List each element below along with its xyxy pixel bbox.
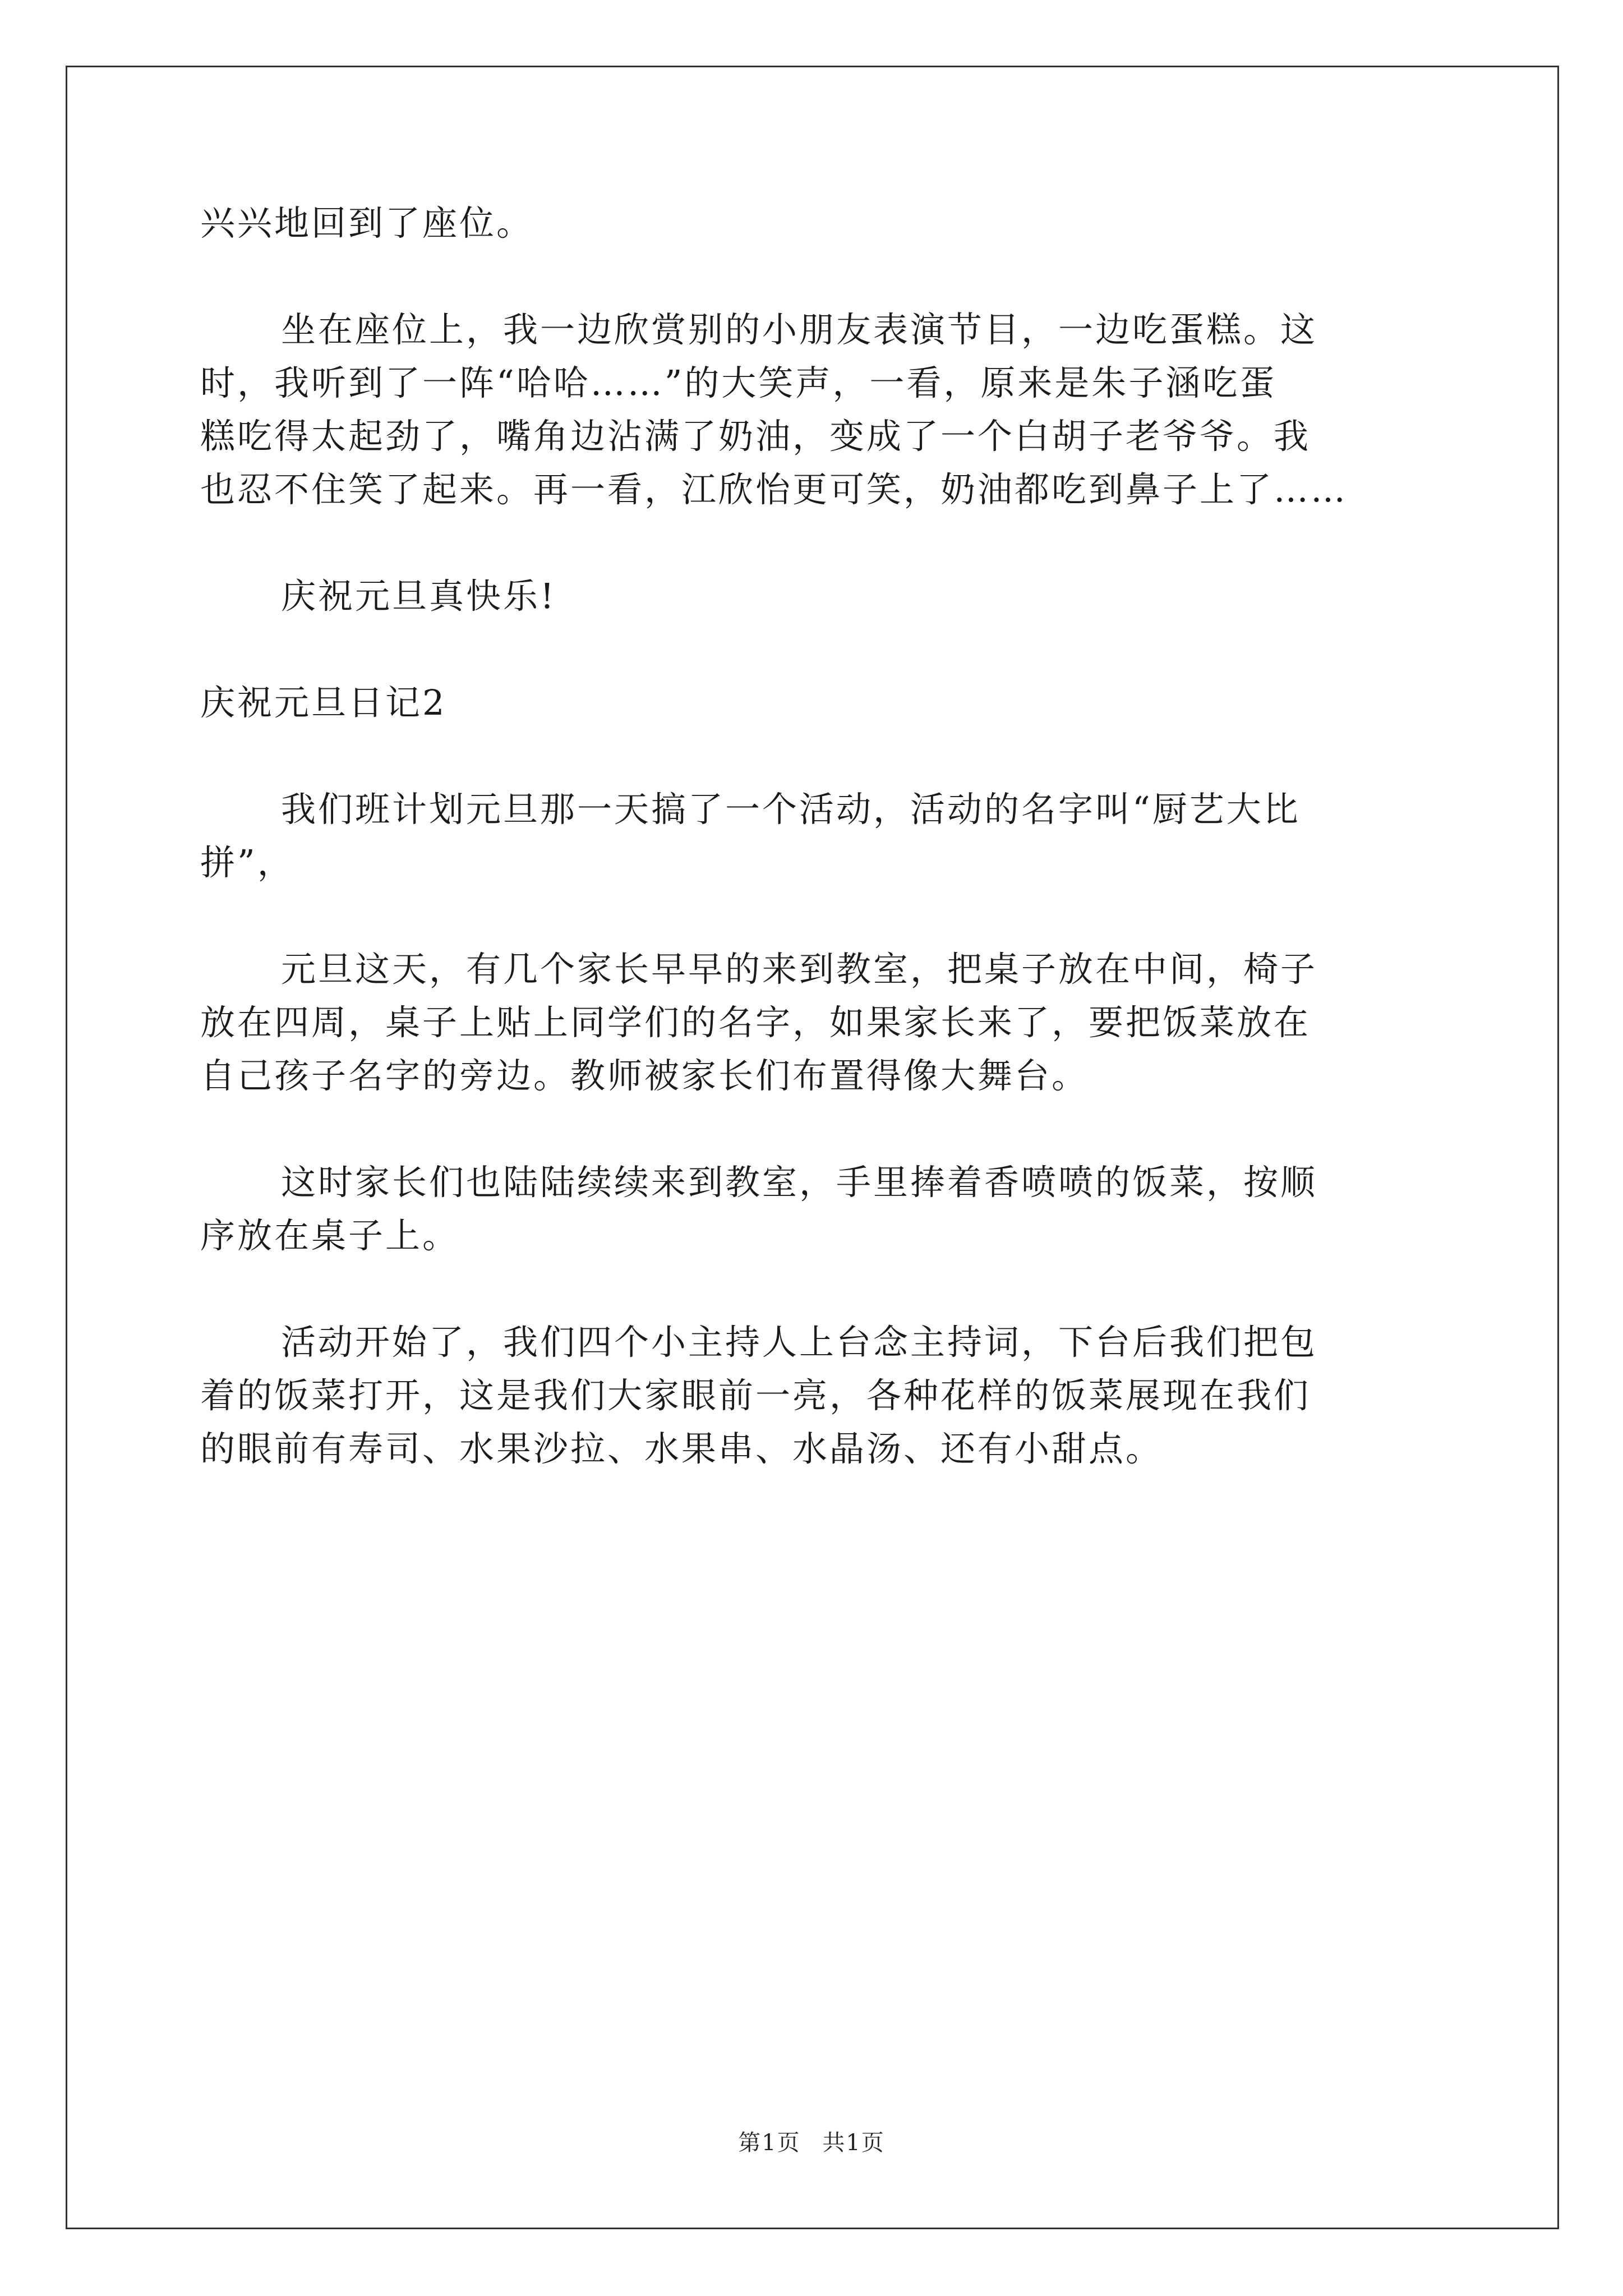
page-total: 共1页 [822,2130,885,2156]
paragraph-2 [200,303,1428,516]
text-line: 这时家长们也陆陆续续来到教室，手里捧着香喷喷的饭菜，按顺 [281,1162,1318,1203]
text-line: 的眼前有寿司、水果沙拉、水果串、水晶汤、还有小甜点。 [200,1428,1163,1469]
page-number: 第1页 [738,2130,801,2156]
text-line: 我们班计划元旦那一天搞了一个活动，活动的名字叫“厨艺大比 [281,789,1301,830]
paragraph-3 [200,569,1428,623]
text-line: 自己孩子名字的旁边。教师被家长们布置得像大舞台。 [200,1055,1089,1096]
section-heading: 庆祝元旦日记2 [200,682,447,723]
text-line: 糕吃得太起劲了，嘴角边沾满了奶油，变成了一个白胡子老爷爷。我 [200,416,1311,457]
document-body [200,196,1428,1529]
text-line: 坐在座位上，我一边欣赏别的小朋友表演节目，一边吃蛋糕。这 [281,309,1318,350]
text-line: 时，我听到了一阵“哈哈……”的大笑声，一看，原来是朱子涵吃蛋 [200,362,1277,403]
text-line: 放在四周，桌子上贴上同学们的名字，如果家长来了，要把饭菜放在 [200,1002,1311,1043]
paragraph-6 [200,1156,1428,1262]
text-line: 元旦这天，有几个家长早早的来到教室，把桌子放在中间，椅子 [281,949,1318,990]
text-line: 拼”， [200,842,294,883]
text-line: 兴兴地回到了座位。 [200,203,534,243]
text-line: 着的饭菜打开，这是我们大家眼前一亮，各种花样的饭菜展现在我们 [200,1375,1311,1416]
paragraph-5 [200,942,1428,1102]
text-line: 也忍不住笑了起来。再一看，江欣怡更可笑，奶油都吃到鼻子上了…… [200,469,1348,510]
paragraph-7 [200,1315,1428,1475]
text-line: 活动开始了，我们四个小主持人上台念主持词，下台后我们把包 [281,1322,1318,1363]
text-line: 庆祝元旦真快乐! [281,576,556,616]
paragraph-1 [200,196,1428,250]
text-line: 序放在桌子上。 [200,1215,460,1256]
page-footer [0,2125,1623,2157]
paragraph-4 [200,783,1428,889]
